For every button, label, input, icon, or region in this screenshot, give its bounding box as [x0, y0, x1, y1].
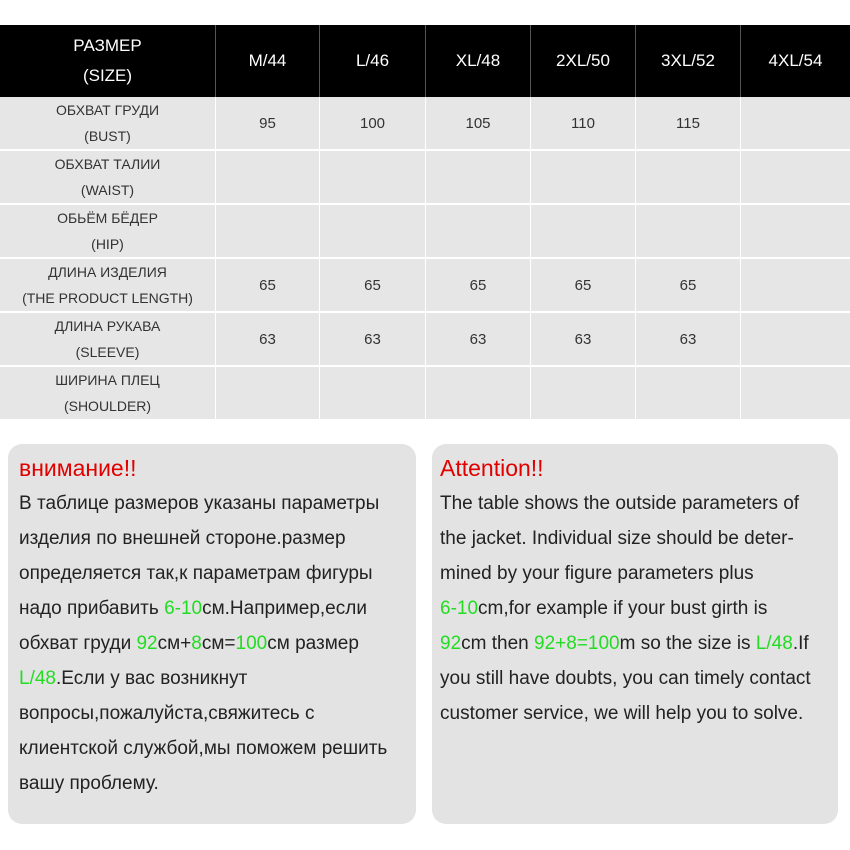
- note-text: надо прибавить: [19, 598, 165, 619]
- size-column-header: M/44: [216, 25, 320, 97]
- table-cell: 63: [216, 313, 320, 367]
- table-cell: [426, 151, 531, 205]
- row-label-ru: ДЛИНА РУКАВА: [54, 318, 161, 334]
- highlight-text: 92: [440, 633, 462, 654]
- table-cell: [741, 205, 850, 259]
- highlight-text: L/48: [755, 633, 793, 654]
- table-row: [0, 205, 850, 259]
- table-cell: [216, 205, 320, 259]
- table-row: [0, 259, 850, 313]
- row-label-en: (THE PRODUCT LENGTH): [22, 290, 193, 306]
- table-row: [0, 367, 850, 421]
- note-line: [19, 591, 408, 626]
- row-label-en: (SLEEVE): [75, 344, 140, 360]
- table-row: [0, 97, 850, 151]
- note-line: customer service, we will help you to solve.: [440, 703, 804, 724]
- highlight-text: 6-10: [440, 598, 479, 619]
- row-label: [0, 97, 216, 151]
- table-cell: [320, 151, 426, 205]
- row-label-en: (WAIST): [80, 182, 135, 198]
- note-russian: [8, 444, 416, 824]
- row-label-ru: ОБЬЁМ БЁДЕР: [57, 210, 158, 226]
- note-text: см размер: [267, 633, 359, 654]
- size-column-header: L/46: [320, 25, 426, 97]
- note-title-ru: внимание!!: [19, 455, 137, 481]
- row-label-ru: ДЛИНА ИЗДЕЛИЯ: [48, 264, 167, 280]
- row-label: [0, 367, 216, 421]
- highlight-text: 6-10: [164, 598, 203, 619]
- note-line: определяется так,к параметрам фигуры: [19, 563, 373, 584]
- table-cell: [531, 205, 636, 259]
- size-label-ru: РАЗМЕР: [73, 36, 142, 55]
- table-cell: [320, 367, 426, 421]
- row-label: [0, 151, 216, 205]
- table-cell: [531, 151, 636, 205]
- note-line: [440, 626, 830, 661]
- note-text: обхват груди: [19, 633, 137, 654]
- table-cell: 63: [426, 313, 531, 367]
- highlight-text: 100: [235, 633, 268, 654]
- note-english: [432, 444, 838, 824]
- size-column-header: XL/48: [426, 25, 531, 97]
- note-line: вашу проблему.: [19, 773, 159, 794]
- row-label: [0, 205, 216, 259]
- size-column-header: 4XL/54: [741, 25, 850, 97]
- table-cell: 63: [531, 313, 636, 367]
- row-label: [0, 259, 216, 313]
- highlight-text: 92: [136, 633, 158, 654]
- row-label-ru: ШИРИНА ПЛЕЦ: [55, 372, 160, 388]
- highlight-text: L/48: [19, 668, 56, 689]
- size-header-row: [0, 25, 850, 97]
- table-cell: [741, 97, 850, 151]
- table-cell: 115: [636, 97, 741, 151]
- row-label-ru: ОБХВАТ ТАЛИИ: [54, 156, 161, 172]
- table-cell: [741, 151, 850, 205]
- note-line: клиентской службой,мы поможем решить: [19, 738, 388, 759]
- table-row: [0, 151, 850, 205]
- table-cell: 100: [320, 97, 426, 151]
- note-text: cm,for example if your bust girth is: [478, 598, 768, 619]
- highlight-text: 92+8=100: [534, 633, 620, 654]
- row-label-en: (BUST): [84, 128, 131, 144]
- note-line: you still have doubts, you can timely contact: [440, 668, 811, 689]
- table-cell: [636, 205, 741, 259]
- row-label: [0, 313, 216, 367]
- table-cell: [741, 313, 850, 367]
- table-cell: [426, 367, 531, 421]
- table-cell: [216, 367, 320, 421]
- note-text: cm then: [461, 633, 535, 654]
- table-cell: [216, 151, 320, 205]
- table-cell: 95: [216, 97, 320, 151]
- note-line: the jacket. Individual size should be deter-: [440, 528, 794, 549]
- size-header-label: [0, 25, 216, 97]
- note-text: см=: [201, 633, 236, 654]
- note-text: .Если у вас возникнут: [55, 668, 248, 689]
- table-cell: [636, 151, 741, 205]
- table-cell: [741, 259, 850, 313]
- row-label-en: (SHOULDER): [63, 398, 152, 414]
- table-cell: 65: [426, 259, 531, 313]
- table-cell: 63: [320, 313, 426, 367]
- note-text: см+: [157, 633, 192, 654]
- note-line: The table shows the outside parameters of: [440, 493, 800, 514]
- table-cell: 65: [636, 259, 741, 313]
- table-cell: 110: [531, 97, 636, 151]
- table-cell: [741, 367, 850, 421]
- note-line: [19, 626, 408, 661]
- size-column-header: 2XL/50: [531, 25, 636, 97]
- note-title-en: Attention!!: [440, 455, 544, 481]
- table-cell: [531, 367, 636, 421]
- note-text: .If: [792, 633, 809, 654]
- note-text: см.Например,если: [202, 598, 367, 619]
- highlight-text: 8: [191, 633, 202, 654]
- table-cell: 63: [636, 313, 741, 367]
- note-line: [440, 591, 830, 626]
- row-label-en: (HIP): [91, 236, 124, 252]
- table-row: [0, 313, 850, 367]
- table-cell: [426, 205, 531, 259]
- note-text: m so the size is: [619, 633, 756, 654]
- note-line: изделия по внешней стороне.размер: [19, 528, 346, 549]
- note-line: вопросы,пожалуйста,свяжитесь с: [19, 703, 315, 724]
- table-cell: [320, 205, 426, 259]
- note-line: В таблице размеров указаны параметры: [19, 493, 380, 514]
- table-cell: 65: [216, 259, 320, 313]
- table-cell: 105: [426, 97, 531, 151]
- row-label-ru: ОБХВАТ ГРУДИ: [55, 102, 160, 118]
- table-cell: [636, 367, 741, 421]
- size-table: [0, 25, 850, 421]
- table-cell: 65: [320, 259, 426, 313]
- size-label-en: (SIZE): [82, 66, 133, 85]
- table-cell: 65: [531, 259, 636, 313]
- note-line: mined by your figure parameters plus: [440, 563, 754, 584]
- note-line: [19, 661, 408, 696]
- size-column-header: 3XL/52: [636, 25, 741, 97]
